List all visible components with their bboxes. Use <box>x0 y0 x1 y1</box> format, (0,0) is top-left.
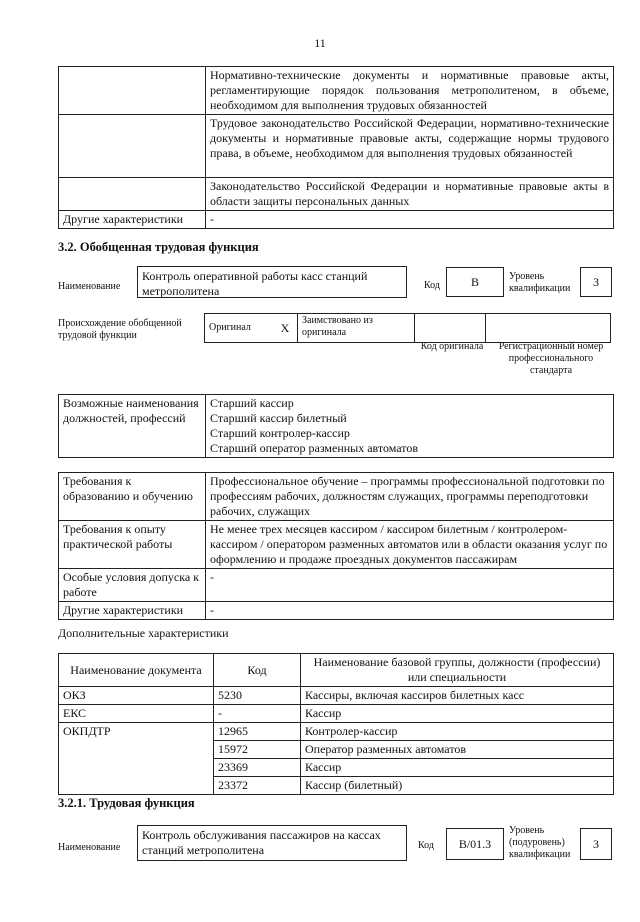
original-label: Оригинал <box>205 314 274 343</box>
name-value: Контроль обслуживания пассажиров на кассах станций метрополитена <box>137 825 407 861</box>
other-label: Другие характеристики <box>59 211 206 229</box>
header-name: Наименование базовой группы, должности (профессии) или специальности <box>301 654 614 687</box>
level-value: 3 <box>580 828 612 860</box>
level-label: Уровень (подуровень) квалификации <box>509 825 571 860</box>
requirements-table <box>58 472 614 620</box>
name-cell: Кассир <box>301 705 614 723</box>
name-cell: Кассир (билетный) <box>301 777 614 795</box>
code-original-cell <box>415 314 486 343</box>
reg-number-label: Регистрационный номер профессионального стандарта <box>498 341 604 376</box>
table-row <box>59 705 614 723</box>
knowledge-row: Законодательство Российской Федерации и нормативные правовые акты в области защиты персональных данных <box>206 178 614 211</box>
positions-label: Возможные наименования должностей, профессий <box>59 395 206 458</box>
origin-table <box>204 313 611 343</box>
origin-label: Происхождение обобщенной трудовой функции <box>58 318 182 341</box>
code-value: В <box>446 267 504 297</box>
subsection-title: 3.2.1. Трудовая функция <box>58 796 195 810</box>
knowledge-row: Нормативно-технические документы и нормативные правовые акты, регламентирующие порядок пользования метрополитеном, в объеме, необходимом для выполнения трудовых обязанностей <box>206 67 614 115</box>
code-cell: 15972 <box>214 741 301 759</box>
table-row <box>59 687 614 705</box>
code-cell: 12965 <box>214 723 301 741</box>
empty-cell <box>59 178 206 211</box>
header-doc: Наименование документа <box>59 654 214 687</box>
experience-label: Требования к опыту практической работы <box>59 521 206 569</box>
name-value: Контроль оперативной работы касс станций метрополитена <box>137 266 407 298</box>
doc-cell: ЕКС <box>59 705 214 723</box>
table-row <box>59 723 614 741</box>
position-item: Старший оператор разменных автоматов <box>210 441 419 455</box>
code-cell: - <box>214 705 301 723</box>
positions-list <box>206 395 614 458</box>
page-number: 11 <box>314 36 326 50</box>
level-label: Уровень квалификации <box>509 271 571 294</box>
empty-cell <box>59 67 206 115</box>
special-label: Особые условия допуска к работе <box>59 569 206 602</box>
other-label: Другие характеристики <box>59 602 206 620</box>
name-cell: Кассир <box>301 759 614 777</box>
header-code: Код <box>214 654 301 687</box>
name-cell: Кассиры, включая кассиров билетных касс <box>301 687 614 705</box>
code-label: Код <box>418 840 434 851</box>
borrowed-label: Заимствовано из оригинала <box>298 314 415 343</box>
code-cell: 23372 <box>214 777 301 795</box>
code-cell: 23369 <box>214 759 301 777</box>
name-label: Наименование <box>58 842 121 853</box>
special-value: - <box>206 569 614 602</box>
position-item: Старший контролер-кассир <box>210 426 350 440</box>
knowledge-table <box>58 66 614 229</box>
code-original-label: Код оригинала <box>420 341 484 352</box>
experience-value: Не менее трех месяцев кассиром / кассиром билетным / контролером-кассиром / оператором разменных автоматов или в области оказания услуг по оформлению и продаже проездных документов пассажирам <box>206 521 614 569</box>
name-cell: Контролер-кассир <box>301 723 614 741</box>
name-label: Наименование <box>58 281 121 292</box>
code-value: В/01.3 <box>446 828 504 860</box>
other-value: - <box>206 211 614 229</box>
position-item: Старший кассир <box>210 396 294 410</box>
name-cell: Оператор разменных автоматов <box>301 741 614 759</box>
education-value: Профессиональное обучение – программы профессиональной подготовки по профессиям рабочих, должностям служащих, программы переподготовки рабочих, служащих <box>206 473 614 521</box>
other-value: - <box>206 602 614 620</box>
doc-cell: ОКЗ <box>59 687 214 705</box>
knowledge-row: Трудовое законодательство Российской Федерации, нормативно-технические документы и нормативные правовые акты, содержащие нормы трудового права, в объеме, необходимом для выполнения трудовых обязанностей <box>206 115 614 178</box>
level-value: 3 <box>580 267 612 297</box>
additional-table <box>58 653 614 795</box>
education-label: Требования к образованию и обучению <box>59 473 206 521</box>
original-mark: X <box>273 314 298 343</box>
position-item: Старший кассир билетный <box>210 411 347 425</box>
doc-cell: ОКПДТР <box>59 723 214 795</box>
code-cell: 5230 <box>214 687 301 705</box>
additional-title: Дополнительные характеристики <box>58 626 229 640</box>
code-label: Код <box>424 280 440 291</box>
positions-table <box>58 394 614 458</box>
section-title: 3.2. Обобщенная трудовая функция <box>58 240 259 254</box>
empty-cell <box>59 115 206 178</box>
reg-number-cell <box>486 314 611 343</box>
